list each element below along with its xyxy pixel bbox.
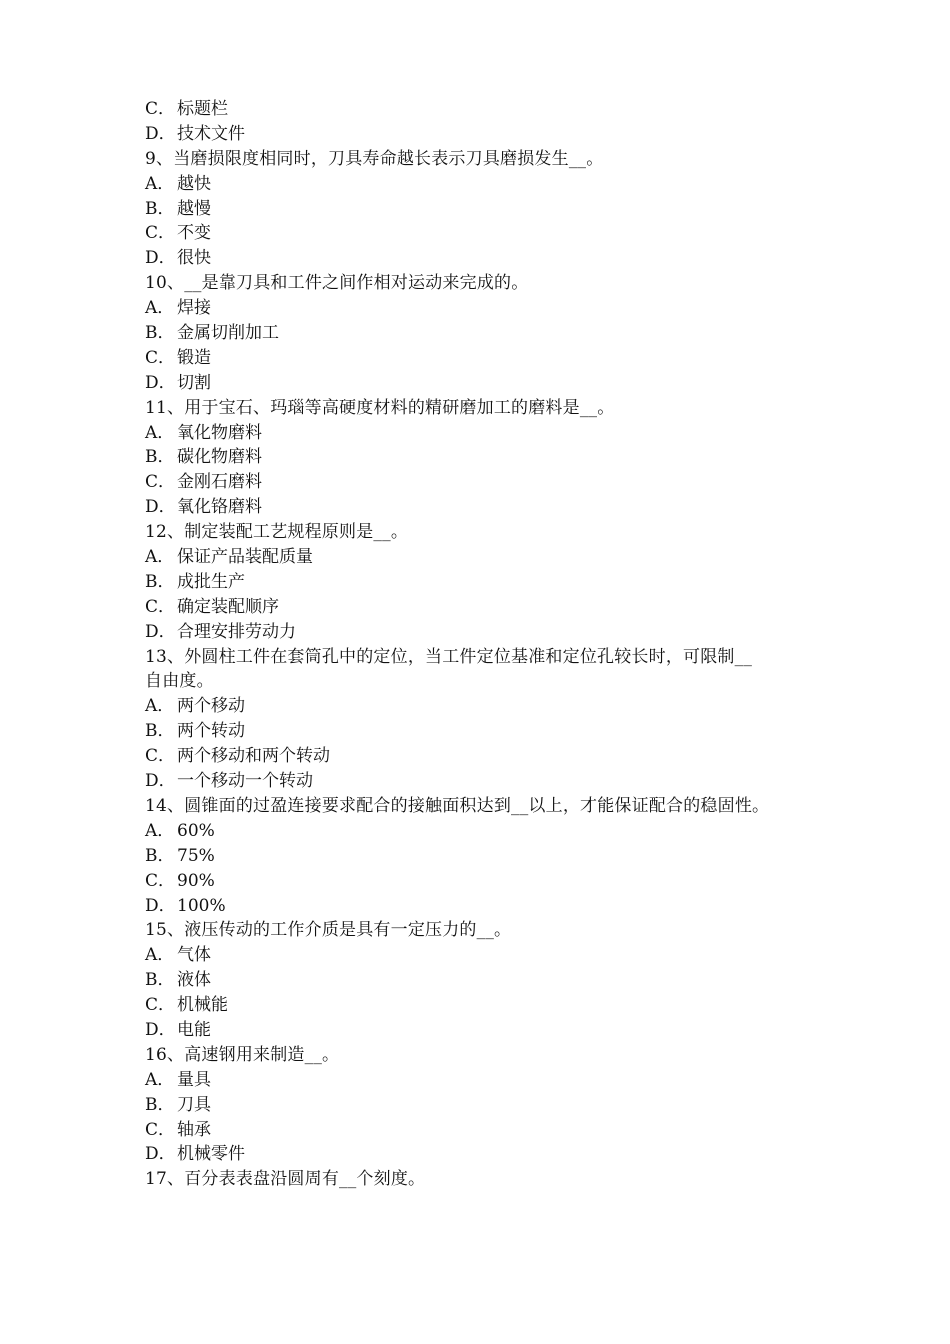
answer-option [145, 346, 825, 371]
option-text: 量具 [177, 1069, 211, 1090]
option-letter: C． [145, 995, 176, 1016]
option-letter: D． [145, 621, 176, 642]
question-line: 13、外圆柱工件在套筒孔中的定位，当工件定位基准和定位孔较长时，可限制__ [145, 646, 753, 667]
option-letter: A． [145, 298, 175, 319]
answer-option [145, 246, 825, 271]
option-letter: A． [145, 820, 175, 841]
option-text: 75% [177, 845, 215, 866]
answer-option [145, 445, 825, 470]
option-letter: B． [145, 571, 175, 592]
option-letter: A． [145, 696, 175, 717]
option-letter: D． [145, 497, 176, 518]
question-text [145, 520, 825, 545]
option-text: 机械零件 [177, 1144, 245, 1165]
option-letter: A． [145, 422, 175, 443]
option-letter: C． [145, 99, 176, 119]
answer-option [145, 894, 825, 919]
exam-document [145, 97, 825, 1192]
question-line: 11、用于宝石、玛瑙等高硬度材料的精研磨加工的磨料是__。 [145, 397, 615, 418]
option-letter: A． [145, 1069, 175, 1090]
option-letter: A． [145, 945, 175, 966]
question-line: 16、高速钢用来制造__。 [145, 1044, 340, 1065]
answer-option [145, 221, 825, 246]
option-text: 越快 [177, 173, 211, 194]
option-letter: B． [145, 198, 175, 219]
option-letter: D． [145, 1144, 176, 1165]
option-text: 两个移动 [177, 696, 245, 717]
option-letter: C． [145, 746, 176, 767]
question-line: 17、百分表表盘沿圆周有__个刻度。 [145, 1169, 426, 1190]
answer-option [145, 421, 825, 446]
option-text: 液体 [177, 970, 211, 991]
option-text: 很快 [177, 248, 211, 269]
option-letter: D． [145, 1019, 176, 1040]
option-text: 电能 [177, 1019, 211, 1040]
option-letter: D． [145, 123, 176, 144]
option-letter: B． [145, 845, 175, 866]
answer-option [145, 1018, 825, 1043]
answer-option [145, 719, 825, 744]
answer-option [145, 197, 825, 222]
option-text: 成批生产 [177, 571, 245, 592]
option-text: 标题栏 [177, 99, 228, 119]
question-line: 10、__是靠刀具和工件之间作相对运动来完成的。 [145, 273, 529, 294]
option-letter: B． [145, 323, 175, 344]
question-text [145, 645, 825, 695]
answer-option [145, 470, 825, 495]
option-letter: C． [145, 870, 176, 891]
answer-option [145, 1068, 825, 1093]
answer-option [145, 172, 825, 197]
option-letter: D． [145, 895, 176, 916]
option-letter: C． [145, 596, 176, 617]
answer-option [145, 495, 825, 520]
question-text [145, 794, 825, 819]
option-text: 金刚石磨料 [177, 472, 262, 493]
question-text [145, 1043, 825, 1068]
option-text: 切割 [177, 372, 211, 393]
question-line: 9、当磨损限度相同时，刀具寿命越长表示刀具磨损发生__。 [145, 148, 604, 169]
answer-option [145, 943, 825, 968]
answer-option [145, 545, 825, 570]
option-text: 焊接 [177, 298, 211, 319]
answer-option [145, 694, 825, 719]
answer-option [145, 321, 825, 346]
option-text: 氧化铬磨料 [177, 497, 262, 518]
option-text: 60% [177, 820, 215, 841]
answer-option [145, 296, 825, 321]
option-letter: B． [145, 970, 175, 991]
option-letter: A． [145, 547, 175, 568]
option-letter: D． [145, 372, 176, 393]
option-letter: C． [145, 1119, 176, 1140]
option-text: 越慢 [177, 198, 211, 219]
option-text: 氧化物磨料 [177, 422, 262, 443]
answer-option [145, 371, 825, 396]
option-letter: B． [145, 447, 175, 468]
option-letter: A． [145, 173, 175, 194]
answer-option [145, 620, 825, 645]
question-line: 自由度。 [145, 671, 214, 692]
answer-option [145, 122, 825, 147]
question-text [145, 271, 825, 296]
question-line: 15、液压传动的工作介质是具有一定压力的__。 [145, 920, 512, 941]
answer-option [145, 570, 825, 595]
answer-option [145, 1118, 825, 1143]
question-text [145, 147, 825, 172]
option-text: 气体 [177, 945, 211, 966]
option-text: 技术文件 [177, 123, 245, 144]
option-text: 90% [177, 870, 215, 891]
answer-option [145, 769, 825, 794]
option-text: 不变 [177, 223, 211, 244]
answer-option [145, 844, 825, 869]
question-text [145, 1167, 825, 1192]
option-text: 保证产品装配质量 [177, 547, 313, 568]
option-letter: C． [145, 223, 176, 244]
option-text: 金属切削加工 [177, 323, 279, 344]
question-text [145, 396, 825, 421]
option-letter: C． [145, 347, 176, 368]
answer-option [145, 97, 825, 122]
option-text: 刀具 [177, 1094, 211, 1115]
answer-option [145, 993, 825, 1018]
question-text [145, 918, 825, 943]
option-text: 合理安排劳动力 [177, 621, 296, 642]
answer-option [145, 869, 825, 894]
option-text: 轴承 [177, 1119, 211, 1140]
option-letter: B． [145, 721, 175, 742]
answer-option [145, 968, 825, 993]
answer-option [145, 819, 825, 844]
option-letter: D． [145, 248, 176, 269]
option-text: 两个转动 [177, 721, 245, 742]
option-text: 锻造 [177, 347, 211, 368]
question-line: 12、制定装配工艺规程原则是__。 [145, 522, 409, 543]
answer-option [145, 595, 825, 620]
option-letter: B． [145, 1094, 175, 1115]
answer-option [145, 744, 825, 769]
option-text: 机械能 [177, 995, 228, 1016]
question-line: 14、圆锥面的过盈连接要求配合的接触面积达到__以上，才能保证配合的稳固性。 [145, 795, 770, 816]
option-text: 确定装配顺序 [177, 596, 279, 617]
answer-option [145, 1093, 825, 1118]
option-text: 100% [177, 895, 226, 916]
option-letter: C． [145, 472, 176, 493]
option-text: 碳化物磨料 [177, 447, 262, 468]
answer-option [145, 1142, 825, 1167]
option-text: 一个移动一个转动 [177, 771, 313, 792]
option-text: 两个移动和两个转动 [177, 746, 330, 767]
option-letter: D． [145, 771, 176, 792]
